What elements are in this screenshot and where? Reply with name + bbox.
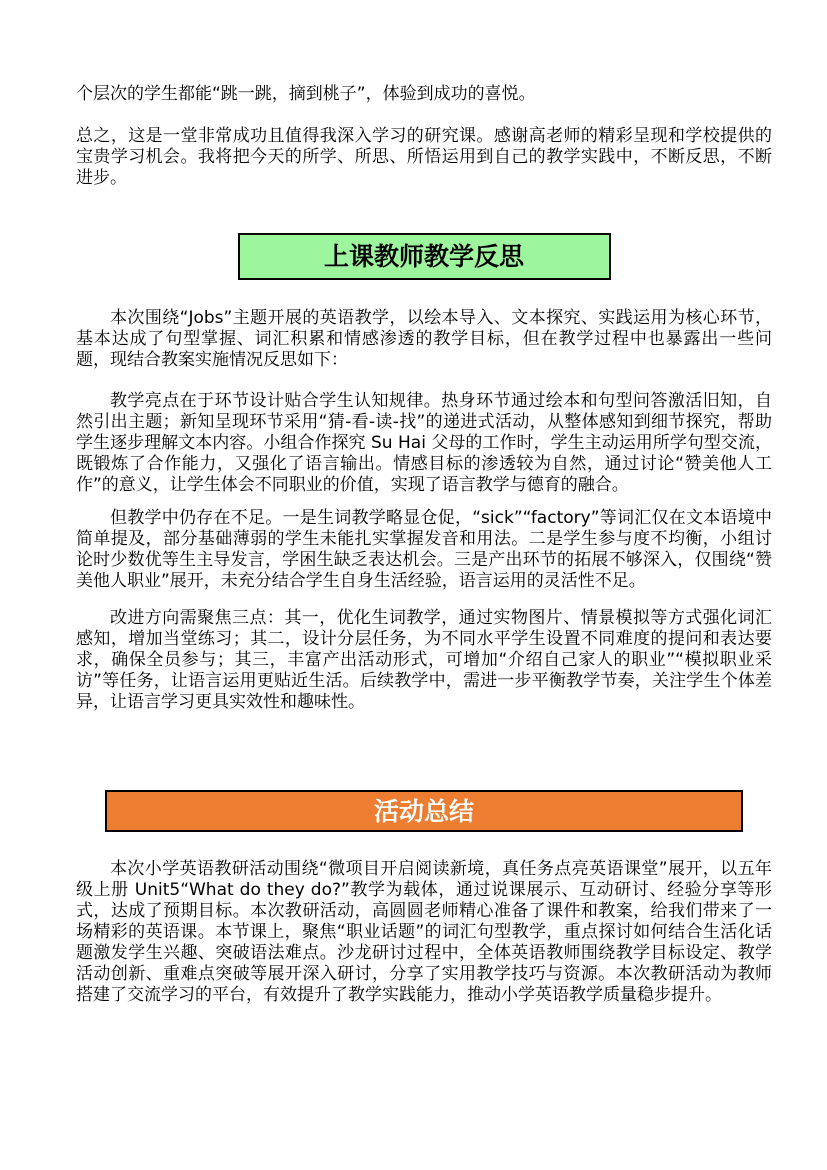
summary-title: 活动总结 [373, 796, 474, 826]
reflection-paragraph-1: 本次围绕“Jobs”主题开展的英语教学，以绘本导入、文本探究、实践运用为核心环节，基本达成了句型掌握、词汇积累和情感渗透的教学目标，但在教学过程中也暴露出一些问题，现结合教案实施情况反思如下： [76, 308, 772, 370]
reflection-title-banner [238, 233, 611, 280]
reflection-paragraph-2: 教学亮点在于环节设计贴合学生认知规律。热身环节通过绘本和句型问答激活旧知，自然引出主题；新知呈现环节采用“猜-看-读-找”的递进式活动，从整体感知到细节探究，帮助学生逐步理解文本内容。小组合作探究 Su Hai 父母的工作时，学生主动运用所学句型交流，既锻炼了合作能力，又强化了语言输出。情感目标的渗透较为自然，通过讨论“赞美他人工作”的意义，让学生体会不同职业的价值，实现了语言教学与德育的融合。 [76, 391, 772, 495]
summary-paragraph-1: 本次小学英语教研活动围绕“微项目开启阅读新境，真任务点亮英语课堂”展开，以五年级上册 Unit5“What do they do?”教学为载体，通过说课展示、互动研讨、经验分享等形式，达成了预期目标。本次教研活动，高圆圆老师精心准备了课件和教案，给我们带来了一场精彩的英语课。本节课上，聚焦“职业话题”的词汇句型教学，重点探讨如何结合生活化话题激发学生兴趣、突破语法难点。沙龙研讨过程中，全体英语教师围绕教学目标设定、教学活动创新、重难点突破等展开深入研讨，分享了实用教学技巧与资源。本次教研活动为教师搭建了交流学习的平台，有效提升了教学实践能力，推动小学英语教学质量稳步提升。 [76, 859, 772, 1005]
reflection-title: 上课教师教学反思 [323, 242, 524, 271]
intro-paragraph-2: 总之，这是一堂非常成功且值得我深入学习的研究课。感谢高老师的精彩呈现和学校提供的宝贵学习机会。我将把今天的所学、所思、所悟运用到自己的教学实践中，不断反思，不断进步。 [76, 126, 772, 188]
reflection-paragraph-4: 改进方向需聚焦三点：其一，优化生词教学，通过实物图片、情景模拟等方式强化词汇感知，增加当堂练习；其二，设计分层任务，为不同水平学生设置不同难度的提问和表达要求，确保全员参与；其三，丰富产出活动形式，可增加“介绍自己家人的职业”“模拟职业采访”等任务，让语言运用更贴近生活。后续教学中，需进一步平衡教学节奏，关注学生个体差异，让语言学习更具实效性和趣味性。 [76, 608, 772, 712]
summary-title-banner [105, 790, 743, 832]
intro-paragraph-1: 个层次的学生都能“跳一跳，摘到桃子”，体验到成功的喜悦。 [76, 84, 536, 104]
reflection-paragraph-3: 但教学中仍存在不足。一是生词教学略显仓促，“sick”“factory”等词汇仅在文本语境中简单提及，部分基础薄弱的学生未能扎实掌握发音和用法。二是学生参与度不均衡，小组讨论时少数优等生主导发言，学困生缺乏表达机会。三是产出环节的拓展不够深入，仅围绕“赞美他人职业”展开，未充分结合学生自身生活经验，语言运用的灵活性不足。 [76, 508, 772, 591]
